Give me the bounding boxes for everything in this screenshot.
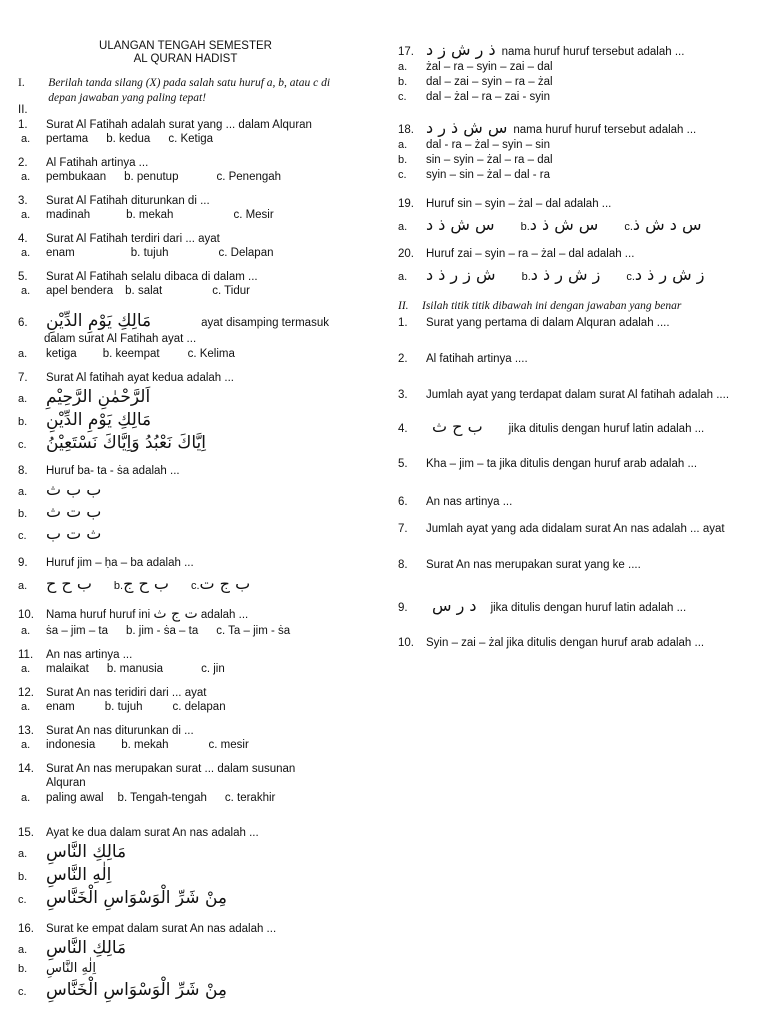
question-text: Surat Al fatihah ayat kedua adalah ...	[46, 371, 234, 384]
question-20	[398, 247, 748, 285]
option-label: a.	[18, 663, 31, 676]
question-9	[18, 556, 353, 594]
option-b: ب ت ث	[46, 502, 102, 522]
option-c: ز ش ر ذ د	[634, 265, 705, 285]
question-number: 20.	[398, 247, 414, 260]
option-a: مَالِكِ النَّاسِ	[46, 841, 127, 862]
question-text: nama huruf huruf tersebut adalah ...	[501, 46, 685, 58]
question-text: Surat yang pertama di dalam Alquran adalah ....	[426, 316, 670, 329]
question-number: 5.	[398, 457, 408, 470]
question-text-cont: dalam surat Al Fatihah ayat ...	[44, 333, 197, 346]
question-number: 10.	[18, 609, 34, 622]
option-label: a.	[398, 220, 408, 233]
question-number: 3.	[398, 389, 408, 402]
option-b: b. keempat	[102, 347, 160, 360]
question-number: 13.	[18, 724, 34, 737]
option-c: س د ش ذ	[632, 214, 702, 234]
question-19	[398, 197, 748, 235]
question-number: 1.	[398, 316, 408, 329]
question-number: 17.	[398, 46, 414, 58]
option-a: enam	[46, 701, 75, 714]
stray-numeral: II.	[18, 104, 28, 117]
option-b: ب ح ج	[123, 574, 169, 594]
question-number: 10.	[398, 637, 414, 650]
option-label: a.	[398, 61, 408, 73]
option-a: ش ز ر ذ د	[426, 265, 496, 285]
essay-6	[398, 495, 748, 509]
question-12	[18, 686, 353, 715]
option-c: c. Ta – jim - ṡa	[216, 624, 291, 637]
essay-3	[398, 388, 748, 402]
option-a: paling awal	[46, 791, 104, 804]
arabic-letters: ت ج ث	[153, 606, 198, 623]
exam-subject: AL QURAN HADIST	[133, 53, 238, 66]
question-text: An nas artinya ...	[426, 496, 513, 509]
essay-9	[398, 596, 748, 616]
essay-2	[398, 352, 748, 366]
question-14	[18, 762, 353, 806]
question-text: Jumlah ayat yang terdapat dalam surat Al fatihah adalah ....	[426, 389, 730, 402]
option-c: مِنْ شَرِّ الْوَسْوَاسِ الْخَنَّاسِ	[46, 888, 228, 909]
option-label: a.	[18, 944, 28, 957]
question-15	[18, 826, 353, 910]
instruction-text: Isilah titik titik dibawah ini dengan jawaban yang benar	[422, 300, 682, 313]
option-label: b.	[521, 271, 531, 284]
question-text: Ayat ke dua dalam surat An nas adalah ...	[46, 826, 259, 839]
question-number: 3.	[18, 194, 28, 207]
question-text: jika ditulis dengan huruf latin adalah ...	[508, 422, 705, 435]
option-label: b.	[520, 220, 530, 233]
question-16	[18, 922, 353, 1001]
option-label: a.	[18, 285, 31, 298]
option-c: c. terakhir	[224, 791, 276, 804]
option-c: اِيَّاكَ نَعْبُدُ وَاِيَّاكَ نَسْتَعِيْنُ	[46, 433, 206, 454]
question-text: nama huruf huruf tersebut adalah ...	[513, 124, 697, 137]
question-number: 4.	[18, 232, 28, 245]
question-text: ayat disamping termasuk	[201, 317, 329, 330]
option-a: س ش ذ د	[426, 214, 495, 234]
option-c: syin – sin – żal – dal - ra	[426, 168, 551, 181]
option-c: c. delapan	[172, 701, 226, 714]
section-2-instruction	[398, 299, 748, 313]
option-b: b. tujuh	[104, 701, 143, 714]
question-number: 16.	[18, 922, 34, 935]
question-number: 5.	[18, 271, 28, 284]
option-b: b. penutup	[124, 171, 179, 184]
question-text: Huruf jim – ḥa – ba adalah ...	[46, 557, 194, 570]
left-column	[18, 40, 353, 1001]
essay-5	[398, 457, 748, 471]
question-text-cont: Alquran	[46, 777, 86, 790]
essay-8	[398, 558, 748, 572]
option-label: c.	[18, 985, 27, 998]
option-c: c. jin	[201, 663, 225, 676]
option-b: س ش ذ د	[529, 214, 599, 234]
question-4	[18, 232, 353, 261]
instruction-text: Berilah tanda silang (X) pada salah satu huruf a, b, atau c di depan jawaban yang paling tepat!	[48, 77, 331, 104]
option-b: مَالِكِ يَوْمِ الدِّيْنِ	[46, 410, 152, 431]
question-text: jika ditulis dengan huruf latin adalah ...	[490, 602, 687, 615]
question-number: 8.	[18, 464, 28, 477]
option-label: b.	[18, 416, 28, 429]
option-c: c. Penengah	[216, 171, 282, 184]
question-text: Surat Al Fatihah diturunkan di ...	[46, 194, 210, 207]
question-number: 9.	[398, 602, 408, 615]
option-label: b.	[113, 580, 124, 593]
option-b: sin – syin – żal – ra – dal	[426, 154, 553, 166]
question-number: 14.	[18, 763, 34, 776]
question-number: 15.	[18, 826, 34, 839]
question-number: 2.	[398, 353, 408, 365]
section-number: II.	[398, 300, 409, 313]
essay-1	[398, 316, 748, 330]
question-text: Surat Al Fatihah terdiri dari ... ayat	[46, 232, 220, 245]
question-text: Surat An nas teridiri dari ... ayat	[46, 686, 207, 699]
option-c: ث ت ب	[46, 524, 102, 544]
question-text: Surat Al Fatihah adalah surat yang ... dalam Alquran	[46, 118, 312, 131]
question-text: Nama huruf huruf ini	[46, 609, 151, 622]
arabic-letters: د ر س	[432, 596, 477, 616]
section-1-instruction	[18, 76, 353, 105]
option-label: b.	[398, 75, 408, 88]
question-number: 6.	[18, 317, 28, 330]
option-label: a.	[18, 624, 31, 637]
option-a: ب ح ح	[46, 574, 92, 594]
option-b: ز ش ر ذ د	[530, 265, 601, 285]
arabic-verse: مَالِكِ يَوْمِ الدِّيْنِ	[46, 311, 152, 332]
option-label: a.	[18, 209, 31, 222]
option-a: madinah	[46, 209, 91, 222]
option-label: a.	[18, 580, 28, 593]
option-b: اِلٰهِ النَّاسِ	[46, 865, 112, 886]
question-10	[18, 606, 353, 638]
option-label: a.	[18, 247, 31, 260]
option-label: a.	[18, 739, 31, 752]
question-5	[18, 270, 353, 299]
question-3	[18, 194, 353, 223]
question-number: 9.	[18, 557, 28, 570]
option-c: dal – żal – ra – zai - syin	[426, 90, 551, 103]
question-text: Huruf zai – syin – ra – żal – dal adalah ...	[426, 247, 635, 260]
right-column	[398, 40, 748, 651]
option-label: c.	[624, 220, 633, 233]
question-1	[18, 118, 353, 147]
option-label: a.	[18, 347, 28, 360]
option-label: a.	[18, 132, 31, 145]
exam-title: ULANGAN TENGAH SEMESTER	[99, 40, 272, 52]
option-label: a.	[398, 139, 408, 152]
option-c: c. Kelima	[187, 347, 235, 360]
question-number: 1.	[18, 118, 28, 131]
question-text: Surat An nas merupakan surat ... dalam susunan	[46, 763, 296, 776]
option-b: b. kedua	[106, 132, 151, 145]
option-label: c.	[398, 168, 407, 181]
option-label: c.	[626, 271, 635, 284]
option-a: indonesia	[46, 739, 96, 752]
arabic-letters: ب ح ث	[432, 416, 483, 436]
question-number: 18.	[398, 124, 414, 137]
option-label: b.	[398, 154, 408, 166]
option-b: b. salat	[125, 285, 163, 298]
exam-header	[18, 40, 353, 66]
question-text: Syin – zai – żal jika ditulis dengan huruf arab adalah ...	[426, 637, 705, 650]
question-number: 12.	[18, 686, 34, 699]
option-label: a.	[18, 701, 31, 714]
option-a: ب ب ث	[46, 480, 102, 500]
option-a: enam	[46, 247, 75, 260]
option-a: pertama	[46, 132, 89, 145]
question-text: Kha – jim – ta jika ditulis dengan huruf arab adalah ...	[426, 457, 698, 470]
question-17	[398, 40, 748, 104]
option-b: b. Tengah-tengah	[117, 791, 207, 804]
question-number: 19.	[398, 197, 414, 210]
option-b: dal – zai – syin – ra – żal	[426, 75, 553, 88]
question-text: Al fatihah artinya ....	[426, 353, 528, 365]
question-number: 11.	[18, 648, 34, 661]
question-text: Al Fatihah artinya ...	[46, 156, 149, 169]
option-b: b. tujuh	[130, 247, 169, 260]
question-7	[18, 371, 353, 455]
question-text: An nas artinya ...	[46, 648, 133, 661]
arabic-letters: ذ ر ش ز د	[426, 40, 496, 59]
question-text-cont: adalah ...	[200, 609, 249, 622]
option-label: b.	[18, 871, 28, 884]
question-8	[18, 464, 353, 544]
option-label: c.	[18, 530, 27, 543]
option-b: اِلٰهِ النَّاسِ	[46, 961, 97, 977]
question-text: Surat Al Fatihah selalu dibaca di dalam ...	[46, 271, 258, 284]
question-text: Surat An nas merupakan surat yang ke ....	[426, 558, 641, 571]
option-label: b.	[18, 963, 28, 976]
option-a: malaikat	[46, 663, 89, 676]
question-number: 6.	[398, 496, 408, 509]
question-text: Huruf ba- ta - ṡa adalah ...	[46, 464, 180, 477]
option-a: مَالِكِ النَّاسِ	[46, 938, 127, 959]
question-number: 4.	[398, 422, 408, 435]
essay-7	[398, 522, 748, 536]
option-label: a.	[18, 486, 28, 499]
question-number: 7.	[398, 522, 408, 535]
option-label: a.	[398, 271, 408, 284]
question-text: Surat An nas diturunkan di ...	[46, 724, 194, 737]
option-label: c.	[18, 439, 27, 452]
option-label: c.	[18, 894, 27, 907]
question-text: Huruf sin – syin – żal – dal adalah ...	[426, 197, 612, 210]
option-a: ṡa – jim – ta	[46, 624, 108, 637]
option-label: a.	[18, 392, 28, 405]
option-label: a.	[18, 847, 28, 860]
option-label: c.	[190, 580, 200, 593]
option-a: pembukaan	[46, 171, 107, 184]
question-11	[18, 648, 353, 677]
option-c: c. Delapan	[218, 247, 274, 260]
essay-10	[398, 636, 748, 650]
option-a: اَلرَّحْمٰنِ الرَّحِيْمِ	[46, 386, 151, 407]
option-a: apel bendera	[46, 285, 114, 298]
section-number: I.	[18, 77, 25, 90]
question-number: 8.	[398, 558, 408, 571]
option-label: a.	[18, 171, 31, 184]
option-b: b. mekah	[126, 209, 174, 222]
essay-4	[398, 417, 748, 437]
option-c: c. Ketiga	[168, 132, 214, 145]
option-a: dal - ra – żal – syin – sin	[426, 139, 551, 152]
option-c: مِنْ شَرِّ الْوَسْوَاسِ الْخَنَّاسِ	[46, 979, 228, 1000]
option-c: c. Mesir	[233, 209, 274, 222]
option-b: b. mekah	[121, 739, 169, 752]
option-c: ب ج ت	[199, 574, 251, 594]
question-number: 7.	[18, 371, 28, 384]
question-2	[18, 156, 353, 185]
question-number: 2.	[18, 156, 28, 169]
arabic-letters: س ش ذ ر د	[426, 118, 508, 138]
question-text: Surat ke empat dalam surat An nas adalah ...	[46, 922, 277, 935]
option-b: b. jim - ṡa – ta	[126, 624, 199, 637]
option-c: c. Tidur	[212, 285, 250, 298]
option-b: b. manusia	[106, 663, 164, 676]
option-label: b.	[18, 508, 28, 521]
question-18	[398, 118, 748, 182]
option-a: ketiga	[46, 347, 77, 360]
question-6	[18, 311, 353, 361]
question-13	[18, 724, 353, 753]
question-text: Jumlah ayat yang ada didalam surat An nas adalah ... ayat	[426, 522, 725, 535]
option-label: c.	[398, 90, 407, 103]
option-label: a.	[18, 791, 31, 804]
option-a: żal – ra – syin – zai – dal	[426, 61, 553, 73]
option-c: c. mesir	[208, 739, 249, 752]
